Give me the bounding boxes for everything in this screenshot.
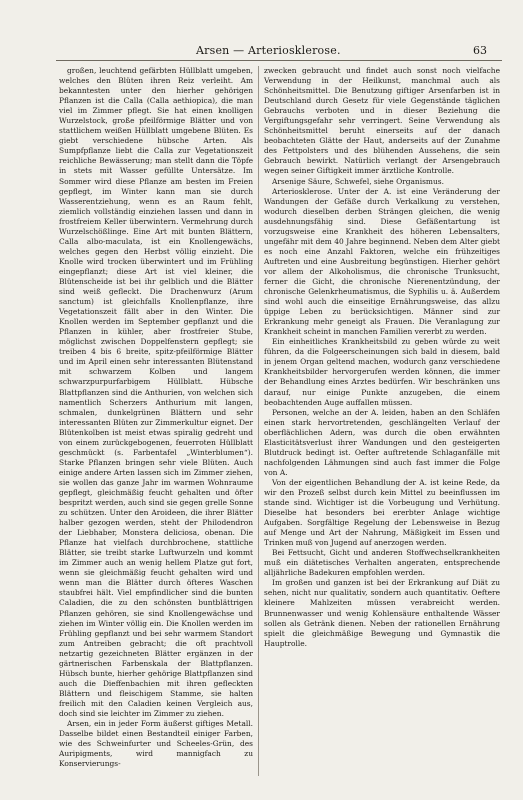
header-rule — [56, 60, 502, 61]
entry-arteriosklerose: Arteriosklerose. Unter der A. ist eine Veränderung der Wandungen der Gefäße durch Verkalkung zu verstehen, wodurch dieselben derben Strängen gleichen, die wenig ausdehnungsfähig sind. Diese Gefäßentartung ist vorzugsweise eine Krankheit des höheren Lebensalters, ungefähr mit dem 40 Jahre beginnend. Neben dem Alter giebt es noch eine Anzahl Faktoren, welche ein frühzeitiges Auftreten und eine Ausbreitung begünstigen. Hierher gehört vor allem der Alkoholismus, die chronische Trunksucht, ferner die Gicht, die chronische Nierenentzündung, der chronische Gelenkrheumatismus, die Syphilis u. ä. Außerdem sind wohl auch die einseitige Ernährungsweise, das allzu üppige Leben zu berücksichtigen. Männer sind zur Erkrankung mehr geneigt als Frauen. Die Veranlagung zur Krankheit scheint in manchen Familien vererbt zu werden. — [264, 186, 500, 337]
right-column — [264, 66, 500, 649]
paragraph-krankheitsbild: Ein einheitliches Krankheitsbild zu geben würde zu weit führen, da die Folgeerscheinungen sich bald in diesem, bald in jenem Organ geltend machen, wodurch ganz verschiedene Krankheitsbilder hervorgerufen werden können, die immer der Behandlung eines Arztes bedürfen. Wir beschränken uns darauf, nur einige Punkte anzugeben, die einem beobachtenden Auge auffallen müssen. — [264, 337, 500, 407]
left-column — [59, 66, 253, 769]
running-title: Arsen — Arteriosklerose. — [196, 44, 341, 57]
page-header — [0, 44, 523, 60]
paragraph-behandlung: Von der eigentlichen Behandlung der A. ist keine Rede, da wir den Prozeß selbst durch kein Mittel zu beeinflussen im stande sind. Wichtiger ist die Vorbeugung und Verhütung. Dieselbe hat besonders bei ererbter Anlage wichtige Aufgaben. Sorgfältige Regelung der Lebensweise in Bezug auf Menge und Art der Nahrung, Mäßigkeit im Essen und Trinken muß von Jugend auf anerzogen werden. — [264, 477, 500, 548]
entry-arsenige-saeure: Arsenige Säure, Schwefel, siehe Organismus. — [272, 176, 444, 186]
paragraph-arsen: Arsen, ein in jeder Form äußerst giftiges Metall. Dasselbe bildet einen Bestandteil einiger Farben, wie des Schweinfurter und Scheeles-Grün, des Auripigments, wird mannigfach zu Konservierungs- — [59, 719, 253, 769]
paragraph-arsen-continued: zwecken gebraucht und findet auch sonst noch vielfache Verwendung in der Heilkunst, manchmal auch als Schönheitsmittel. Die Benutzung giftiger Arsenfarben ist in Deutschland durch Gesetz für viele Gegenstände täglichen Gebrauchs verboten und in dieser Beziehung die Vergiftungsgefahr sehr verringert. Seine Verwendung als Schönheitsmittel beruht einerseits auf der danach beobachteten Glätte der Haut, anderseits auf der Zunahme des Fettpolsters und des blühenden Aussehens, die sein Gebrauch bewirkt. Natürlich verlangt der Arsengebrauch wegen seiner Giftigkeit immer ärztliche Kontrolle. — [264, 66, 500, 176]
paragraph-personen: Personen, welche an der A. leiden, haben an den Schläfen einen stark hervortretenden, geschlängelten Verlauf der oberflächlichen Adern, was durch die oben erwähnten Elasticitätsverlust ihrer Wandungen und den gesteigerten Blutdruck bedingt ist. Oefter auftretende Schlaganfälle mit nachfolgenden Lähmungen sind auch fast immer die Folge von A. — [264, 407, 500, 477]
paragraph-diaet: Im großen und ganzen ist bei der Erkrankung auf Diät zu sehen, nicht nur qualitativ, sondern auch quantitativ. Oeftere kleinere Mahlzeiten müssen verabreicht werden. Brunnenwasser und wenig Kohlensäure enthaltende Wässer sollen als Getränk dienen. Neben der rationellen Ernährung spielt die gleichmäßige Bewegung und Gymnastik die Hauptrolle. — [264, 578, 500, 648]
page-number: 63 — [473, 44, 487, 57]
paragraph-calla: großen, leuchtend gefärbten Hüllblatt umgeben, welches den Blüten ihren Reiz verleiht. Am bekanntesten unter den hierher gehörigen Pflanzen ist die Calla (Calla aethiopica), die man viel im Zimmer pflegt. Sie hat einen knolligen Wurzelstock, große pfeilförmige Blätter und von stattlichem weißen Hüllblatt umgebene Blüten. Es giebt verschiedene hübsche Arten. Als Sumpfpflanze liebt die Calla zur Vegetationszeit reichliche Bewässerung; man stellt dann die Töpfe in stets mit Wasser gefüllte Untersätze. Im Sommer wird diese Pflanze am besten im Freien gepflegt, im Winter kann man sie durch Wasserentziehung, wenn es an Raum fehlt, ziemlich vollständig einziehen lassen und dann in frostfreiem Keller überwintern. Vermehrung durch Wurzelschößlinge. Eine Art mit bunten Blättern, Calla albo-maculata, ist ein Knollengewächs, welches gegen den Herbst völlig einzieht. Die Knolle wird trocken überwintert und im Frühling eingepflanzt; diese Art ist viel kleiner, die Blütenscheide ist bei ihr gelblich und die Blätter sind weiß gefleckt. Die Drachenwurz (Arum sanctum) ist gleichfalls Knollenpflanze, ihre Vegetationszeit fällt aber in den Winter. Die Knollen werden im September gepflanzt und die Pflanzen in kühler, aber frostfreier Stube, möglichst zwischen Doppelfenstern gepflegt; sie treiben 4 bis 6 breite, spitz-pfeilförmige Blätter und im April einen sehr interessanten Blütenstand mit schwarzem Kolben und langem schwarzpurpurfarbigem Hüllblatt. Hübsche Blattpflanzen sind die Anthurien, von welchen sich namentlich Scherzers Anthurium mit langen, schmalen, dunkelgrünen Blättern und sehr interessanten Blüten zur Zimmerkultur eignet. Der Blütenkolben ist meist etwas spiralig gedreht und von einem zurückgebogenen, feuerroten Hüllblatt geschmückt (s. Farbentafel „Winterblumen“). Starke Pflanzen bringen sehr viele Blüten. Auch einige andere Arten lassen sich im Zimmer ziehen, sie wollen das ganze Jahr im warmen Wohnraume gepflegt, gleichmäßig feucht gehalten und öfter bespritzt werden, auch sind sie gegen grelle Sonne zu schützen. Unter den Aroideen, die ihrer Blätter halber gezogen werden, steht der Philodendron der Liebhaber, Monstera deliciosa, obenan. Die Pflanze hat vielfach durchbrochene, stattliche Blätter, sie treibt starke Luftwurzeln und kommt im Zimmer auch an wenig hellem Platze gut fort, wenn sie gleichmäßig feucht gehalten wird und wenn man die Blätter durch öfteres Waschen staubfrei hält. Viel empfindlicher sind die bunten Caladien, die zu den schönsten buntblättrigen Pflanzen gehören, sie sind Knollengewächse und ziehen im Winter völlig ein. Die Knollen werden im Frühling gepflanzt und bei sehr warmem Standort zum Antreiben gebracht; die oft prachtvoll netzartig gezeichneten Blätter ergänzen in der gärtnerischen Farbenskala der Blattpflanzen. Hübsch bunte, hierher gehörige Blattpflanzen sind auch die Dieffenbachien mit ihren gefleckten Blättern und fleischigem Stamme, sie halten freilich mit den Caladien keinen Vergleich aus, doch sind sie leichter im Zimmer zu ziehen. — [59, 66, 253, 718]
paragraph-fettsucht: Bei Fettsucht, Gicht und anderen Stoffwechselkrankheiten muß ein diätetisches Verhalten angeraten, entsprechende alljährliche Badekuren empfohlen werden. — [264, 548, 500, 578]
column-divider — [258, 66, 259, 776]
